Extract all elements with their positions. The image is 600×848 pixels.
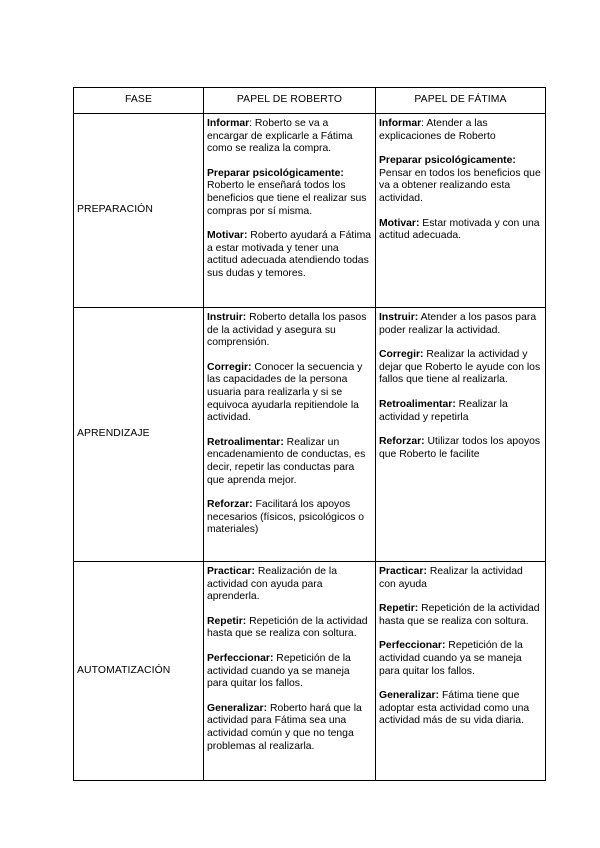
list-item bbox=[379, 155, 542, 205]
list-item bbox=[379, 566, 542, 591]
list-item bbox=[379, 312, 542, 337]
item-term: Practicar: bbox=[207, 566, 255, 577]
list-item bbox=[379, 349, 542, 387]
header-papel-fatima: PAPEL DE FÁTIMA bbox=[376, 88, 546, 114]
list-item bbox=[207, 118, 372, 156]
item-text: Utilizar todos los apoyos que Roberto le facilite bbox=[379, 436, 541, 460]
list-item bbox=[207, 566, 372, 604]
item-text: Roberto detalla los pasos de la actividad y asegura su comprensión. bbox=[207, 312, 367, 349]
item-text: Repetición de la actividad cuando ya se maneja para quitar los fallos. bbox=[207, 652, 351, 690]
item-term: Generalizar: bbox=[379, 690, 440, 702]
fatima-cell bbox=[376, 562, 546, 781]
list-item bbox=[207, 312, 372, 350]
item-term: Practicar: bbox=[379, 566, 427, 577]
item-text: Estar motivada y con una actitud adecuada. bbox=[379, 217, 540, 242]
list-item bbox=[379, 603, 542, 628]
item-text: Realizar un encadenamiento de conductas, es decir, repetir las conductas para que aprenda mejor. bbox=[207, 436, 366, 486]
header-fase: FASE bbox=[74, 88, 204, 114]
item-text: : Atender a las explicaciones de Roberto bbox=[379, 118, 496, 142]
item-term: Repetir: bbox=[379, 603, 419, 615]
item-term: Corregir: bbox=[379, 349, 424, 361]
list-item bbox=[207, 499, 372, 537]
header-row bbox=[74, 88, 546, 114]
item-term: Perfeccionar: bbox=[207, 652, 274, 664]
item-term: Motivar: bbox=[207, 230, 248, 242]
item-term: Retroalimentar: bbox=[379, 398, 456, 410]
phase-cell: AUTOMATIZACIÓN bbox=[74, 562, 204, 781]
item-text: Roberto ayudará a Fátima a estar motivada y tener una actitud adecuada atendiendo todas sus dudas y temores. bbox=[207, 230, 372, 279]
item-term: Reforzar: bbox=[207, 499, 253, 511]
roles-table bbox=[73, 87, 546, 781]
item-term: Repetir: bbox=[207, 615, 247, 627]
item-text: Realizar la actividad con ayuda bbox=[379, 566, 523, 590]
item-term: Informar bbox=[379, 118, 422, 129]
item-term: Instruir: bbox=[379, 312, 419, 323]
item-text: Realizar la actividad y repetirla bbox=[379, 398, 508, 423]
item-term: Motivar: bbox=[379, 217, 420, 229]
fatima-cell bbox=[376, 114, 546, 308]
list-item bbox=[207, 362, 372, 425]
item-text: Repetición de la actividad hasta que se realiza con soltura. bbox=[379, 603, 540, 627]
roberto-cell bbox=[204, 308, 376, 562]
list-item bbox=[379, 690, 542, 728]
list-item bbox=[207, 230, 372, 280]
item-text: Conocer la secuencia y las capacidades de la persona usuaria para realizarla y si se equivoca ayudarla repitiendole la actividad. bbox=[207, 361, 363, 424]
item-term: Retroalimentar: bbox=[207, 436, 284, 448]
item-text: Roberto le enseñará todos los beneficios que tiene el realizar sus compras por sí misma. bbox=[207, 180, 367, 217]
table-row bbox=[74, 308, 546, 562]
list-item bbox=[379, 118, 542, 143]
phase-cell: PREPARACIÓN bbox=[74, 114, 204, 308]
roberto-cell bbox=[204, 114, 376, 308]
item-text: Fátima tiene que adoptar esta actividad como una actividad más de su vida diaria. bbox=[379, 690, 530, 727]
list-item bbox=[379, 640, 542, 678]
fatima-cell bbox=[376, 308, 546, 562]
item-text: Pensar en todos los beneficios que va a obtener realizando esta actividad. bbox=[379, 167, 541, 204]
table-row bbox=[74, 562, 546, 781]
roberto-cell bbox=[204, 562, 376, 781]
item-term: Preparar psicológicamente: bbox=[207, 167, 344, 179]
item-term: Informar bbox=[207, 118, 250, 129]
item-term: Preparar psicológicamente: bbox=[379, 155, 516, 167]
table-row bbox=[74, 114, 546, 308]
item-text: Repetición de la actividad cuando ya se maneja para quitar los fallos. bbox=[379, 640, 523, 677]
list-item bbox=[207, 616, 372, 641]
item-text: Realizar la actividad y dejar que Roberto le ayude con los fallos que tiene al realizarla. bbox=[379, 349, 541, 386]
item-term: Reforzar: bbox=[379, 436, 425, 448]
list-item bbox=[379, 436, 542, 461]
item-text: Atender a los pasos para poder realizar la actividad. bbox=[379, 312, 537, 336]
list-item bbox=[207, 168, 372, 218]
item-text: Roberto hará que la actividad para Fátima sea una actividad común y que no tenga problemas al realizarla. bbox=[207, 702, 362, 752]
list-item bbox=[207, 703, 372, 753]
header-papel-roberto: PAPEL DE ROBERTO bbox=[204, 88, 376, 114]
item-term: Corregir: bbox=[207, 361, 252, 373]
list-item bbox=[207, 437, 372, 487]
list-item bbox=[379, 218, 542, 243]
item-text: Facilitará los apoyos necesarios (físicos, psicológicos o materiales) bbox=[207, 499, 365, 536]
item-term: Perfeccionar: bbox=[379, 640, 446, 652]
item-term: Generalizar: bbox=[207, 702, 268, 714]
list-item bbox=[207, 653, 372, 691]
item-text: Repetición de la actividad hasta que se realiza con soltura. bbox=[207, 615, 368, 640]
item-term: Instruir: bbox=[207, 312, 247, 323]
item-text: : Roberto se va a encargar de explicarle a Fátima como se realiza la compra. bbox=[207, 118, 353, 155]
phase-cell: APRENDIZAJE bbox=[74, 308, 204, 562]
list-item bbox=[379, 399, 542, 424]
item-text: Realización de la actividad con ayuda para aprenderla. bbox=[207, 566, 337, 603]
